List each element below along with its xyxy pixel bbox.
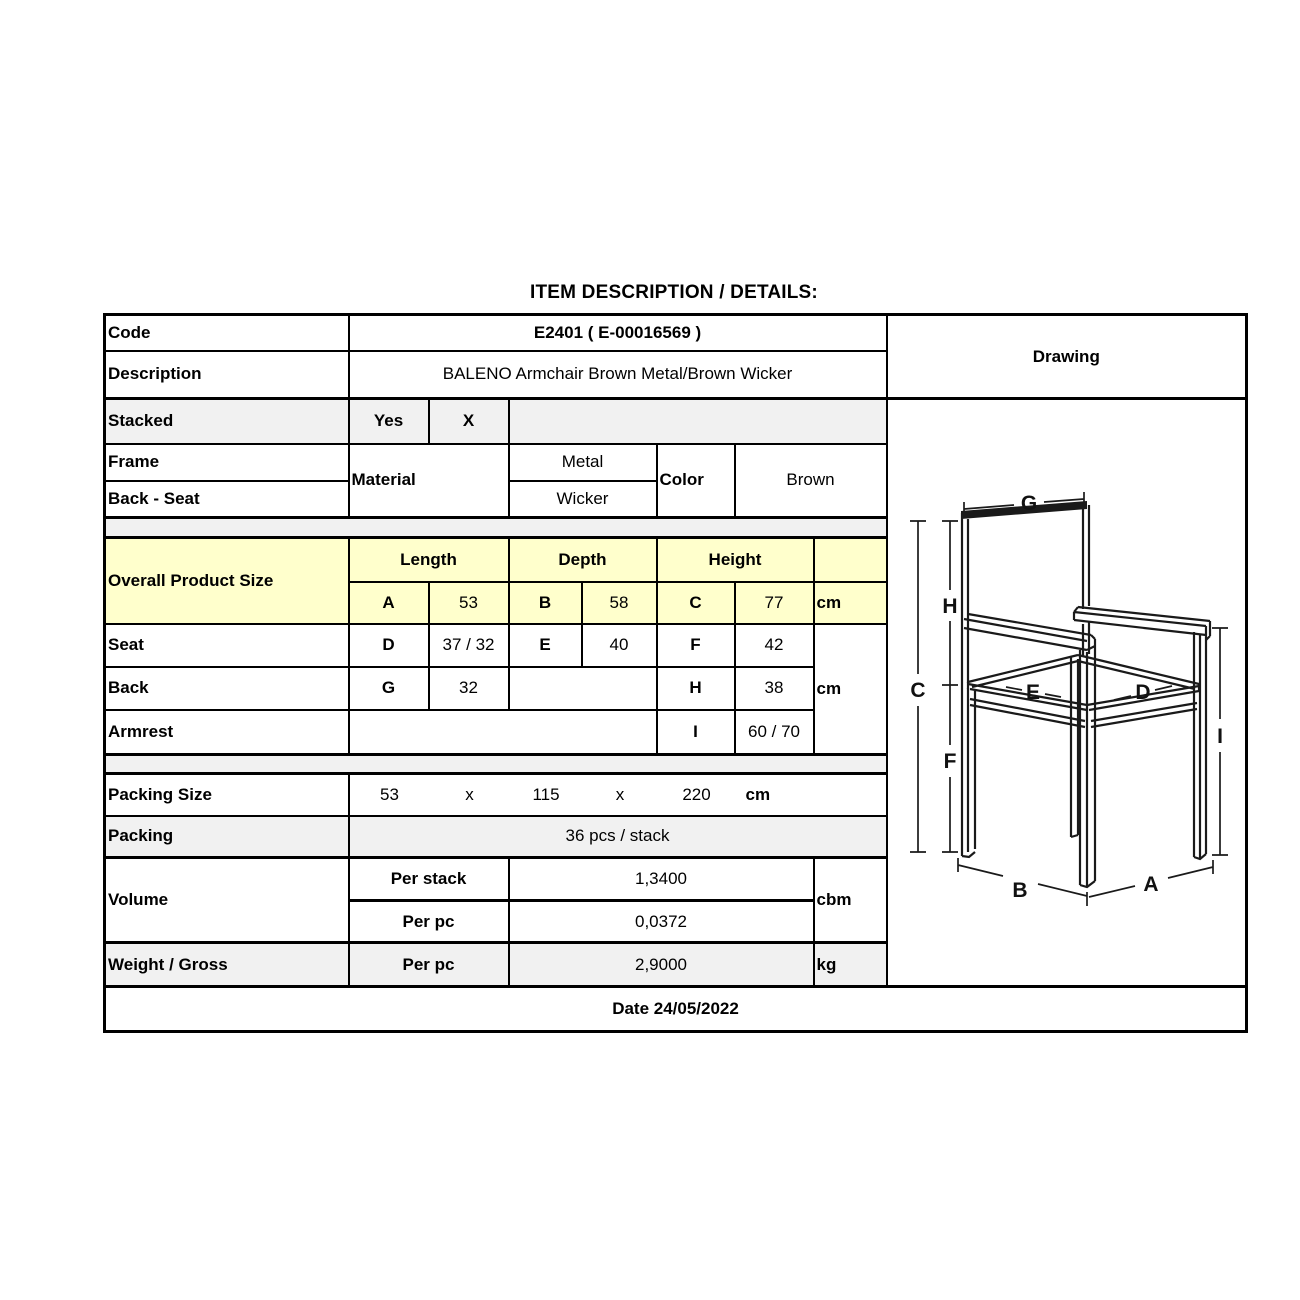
weight-unit: kg <box>814 943 887 987</box>
dim-label-b: B <box>1011 879 1028 902</box>
dim-label-h: H <box>941 595 958 618</box>
dimension-lines <box>910 492 1228 906</box>
volume-unit: cbm <box>814 858 887 943</box>
spacer-row <box>105 518 887 538</box>
packing-label: Packing <box>105 816 349 858</box>
chair-apron <box>970 699 1197 727</box>
dim-b-value: 58 <box>582 582 657 624</box>
depth-header: Depth <box>509 538 657 582</box>
packing-size-grid <box>350 785 886 805</box>
chair-front-leg <box>1080 648 1095 887</box>
spec-table <box>103 313 1248 1033</box>
dim-label-a: A <box>1142 873 1159 896</box>
color-value: Brown <box>735 444 887 518</box>
chair-right-armrest <box>1074 607 1210 640</box>
dim-c-value: 77 <box>735 582 814 624</box>
packing-size-x1: x <box>465 784 474 804</box>
material-label: Material <box>349 444 509 518</box>
dim-h-key: H <box>657 667 735 710</box>
packing-size-v2: 115 <box>532 784 560 804</box>
description-value: BALENO Armchair Brown Metal/Brown Wicker <box>349 351 887 399</box>
packing-size-label: Packing Size <box>105 774 349 816</box>
length-header: Length <box>349 538 509 582</box>
size-unit: cm <box>814 582 887 624</box>
weight-label: Weight / Gross <box>105 943 349 987</box>
row-stacked <box>105 399 1247 444</box>
dim-e-key: E <box>509 624 582 667</box>
dim-label-g: G <box>1020 492 1037 515</box>
material-frame-value: Metal <box>509 444 657 481</box>
drawing-area <box>887 399 1247 987</box>
dim-label-i: I <box>1216 725 1223 748</box>
code-value: E2401 ( E-00016569 ) <box>349 315 887 351</box>
stacked-mark: X <box>429 399 509 444</box>
back-label: Back <box>105 667 349 710</box>
material-back-seat-value: Wicker <box>509 481 657 518</box>
packing-size-v3: 220 <box>682 784 711 804</box>
chair-drawing <box>888 400 1247 987</box>
dim-label-c: C <box>909 679 926 702</box>
volume-per-stack-label: Per stack <box>349 858 509 901</box>
packing-value: 36 pcs / stack <box>349 816 887 858</box>
dim-f-key: F <box>657 624 735 667</box>
stacked-empty <box>509 399 887 444</box>
description-label: Description <box>105 351 349 399</box>
dim-c-key: C <box>657 582 735 624</box>
dim-label-d: D <box>1134 681 1151 704</box>
overall-size-label: Overall Product Size <box>105 538 349 624</box>
back-seat-label: Back - Seat <box>105 481 349 518</box>
dim-d-value: 37 / 32 <box>429 624 509 667</box>
volume-label: Volume <box>105 858 349 943</box>
packing-size-unit: cm <box>745 784 771 804</box>
weight-value: 2,9000 <box>509 943 814 987</box>
armrest-empty <box>349 710 657 755</box>
dim-line-h-f <box>942 521 958 852</box>
seat-label: Seat <box>105 624 349 667</box>
seat-back-unit: cm <box>814 624 887 755</box>
dim-e-value: 40 <box>582 624 657 667</box>
page-title: ITEM DESCRIPTION / DETAILS: <box>530 282 818 303</box>
armrest-label: Armrest <box>105 710 349 755</box>
chair-seat <box>968 655 1199 710</box>
chair-rear-right-leg <box>1071 657 1078 837</box>
dim-d-key: D <box>349 624 429 667</box>
dim-b-key: B <box>509 582 582 624</box>
dim-a-key: A <box>349 582 429 624</box>
date-value: Date 24/05/2022 <box>105 987 1247 1032</box>
color-label: Color <box>657 444 735 518</box>
chair-outline <box>961 501 1210 887</box>
dim-label-e: E <box>1025 681 1040 704</box>
weight-per-pc-label: Per pc <box>349 943 509 987</box>
dim-g-value: 32 <box>429 667 509 710</box>
volume-per-stack-value: 1,3400 <box>509 858 814 901</box>
row-code <box>105 315 1247 351</box>
height-header: Height <box>657 538 814 582</box>
dim-label-f: F <box>943 750 956 773</box>
stacked-label: Stacked <box>105 399 349 444</box>
dim-i-key: I <box>657 710 735 755</box>
stacked-yes: Yes <box>349 399 429 444</box>
size-header-empty <box>814 538 887 582</box>
code-label: Code <box>105 315 349 351</box>
packing-size-values <box>349 774 887 816</box>
dim-f-value: 42 <box>735 624 814 667</box>
volume-per-pc-value: 0,0372 <box>509 901 814 943</box>
volume-per-pc-label: Per pc <box>349 901 509 943</box>
back-empty <box>509 667 657 710</box>
dim-g-key: G <box>349 667 429 710</box>
drawing-header: Drawing <box>887 315 1247 399</box>
chair-front-right-leg <box>1194 632 1206 859</box>
row-date <box>105 987 1247 1032</box>
packing-size-x2: x <box>615 784 625 804</box>
dimension-labels <box>910 492 1223 902</box>
dim-h-value: 38 <box>735 667 814 710</box>
dim-a-value: 53 <box>429 582 509 624</box>
frame-label: Frame <box>105 444 349 481</box>
spacer-row <box>105 755 887 774</box>
dim-i-value: 60 / 70 <box>735 710 814 755</box>
packing-size-v1: 53 <box>380 784 399 804</box>
